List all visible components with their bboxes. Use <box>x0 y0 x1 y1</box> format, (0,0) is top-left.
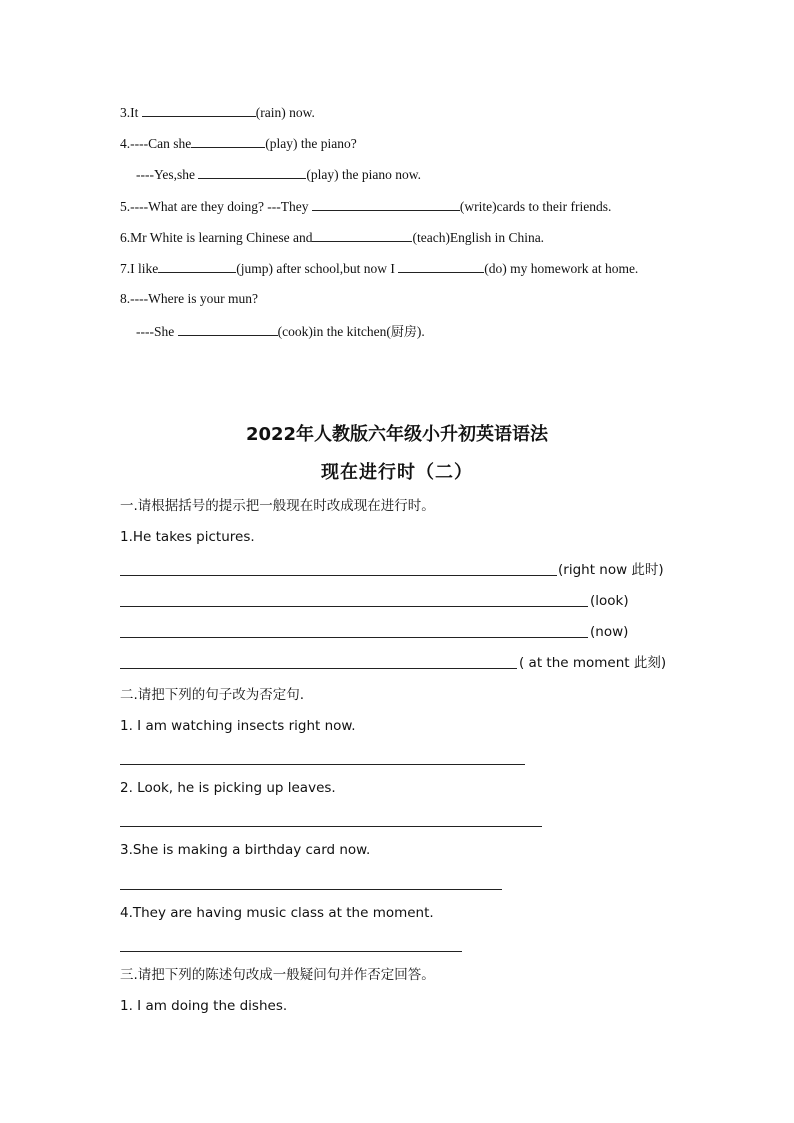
section-3-item-1: 1. I am doing the dishes. <box>120 998 288 1014</box>
question-8 <box>120 290 258 308</box>
question-5 <box>120 197 611 216</box>
section-2-item-4: 4.They are having music class at the moment. <box>120 905 434 921</box>
question-3 <box>120 103 315 122</box>
answer-blank[interactable] <box>142 103 256 117</box>
page-subtitle: 现在进行时（二） <box>321 462 473 483</box>
answer-blank[interactable] <box>312 228 412 242</box>
question-8-answer-text: ----She <box>136 324 175 339</box>
question-8-answer-end: ). <box>416 324 425 339</box>
section-1-question: 1.He takes pictures. <box>120 529 255 545</box>
hint-at-the-moment: ( at the moment 此刻) <box>519 655 667 671</box>
answer-line[interactable] <box>120 637 588 638</box>
question-8-answer-gloss: 厨房 <box>390 325 417 340</box>
question-8-answer-hint: (cook)in the kitchen( <box>277 324 391 339</box>
question-4-text: 4.----Can she <box>120 136 192 151</box>
page-title: 2022年人教版六年级小升初英语语法 <box>245 424 549 445</box>
question-6-hint: (teach)English in China. <box>412 230 545 245</box>
answer-blank[interactable] <box>398 259 484 273</box>
question-6-text: 6.Mr White is learning Chinese and <box>120 230 313 245</box>
section-3-heading: 三.请把下列的陈述句改成一般疑问句并作否定回答。 <box>120 967 435 983</box>
hint-right-now: (right now 此时) <box>558 562 664 578</box>
answer-line[interactable] <box>120 606 588 607</box>
answer-line[interactable] <box>120 889 502 890</box>
section-2-heading: 二.请把下列的句子改为否定句. <box>120 687 305 703</box>
answer-line[interactable] <box>120 668 517 669</box>
question-7-hint-2: (do) my homework at home. <box>484 261 639 276</box>
question-5-hint: (write)cards to their friends. <box>459 199 612 214</box>
section-2-item-3: 3.She is making a birthday card now. <box>120 842 371 858</box>
answer-blank[interactable] <box>178 322 278 336</box>
answer-line[interactable] <box>120 951 462 952</box>
question-7-hint-1: (jump) after school,but now I <box>236 261 395 276</box>
question-4-hint: (play) the piano? <box>265 136 357 151</box>
section-2-item-2: 2. Look, he is picking up leaves. <box>120 780 336 796</box>
question-4 <box>120 134 357 153</box>
question-4-answer-hint: (play) the piano now. <box>306 167 421 182</box>
section-2-item-1: 1. I am watching insects right now. <box>120 718 356 734</box>
question-6 <box>120 228 544 247</box>
question-3-hint: (rain) now. <box>255 105 315 120</box>
hint-look: (look) <box>590 593 629 609</box>
hint-now: (now) <box>590 624 629 640</box>
question-4-answer <box>136 165 421 184</box>
question-8-answer <box>136 322 425 342</box>
answer-blank[interactable] <box>158 259 236 273</box>
question-3-text: 3.It <box>120 105 139 120</box>
question-7 <box>120 259 638 278</box>
answer-blank[interactable] <box>198 165 306 179</box>
answer-blank[interactable] <box>312 197 460 211</box>
question-8-text: 8.----Where is your mun? <box>120 291 258 306</box>
section-1-heading: 一.请根据括号的提示把一般现在时改成现在进行时。 <box>120 498 435 514</box>
question-5-text: 5.----What are they doing? ---They <box>120 199 309 214</box>
question-4-answer-text: ----Yes,she <box>136 167 195 182</box>
answer-line[interactable] <box>120 826 542 827</box>
answer-line[interactable] <box>120 575 557 576</box>
question-7-text: 7.I like <box>120 261 159 276</box>
answer-line[interactable] <box>120 764 525 765</box>
answer-blank[interactable] <box>191 134 265 148</box>
